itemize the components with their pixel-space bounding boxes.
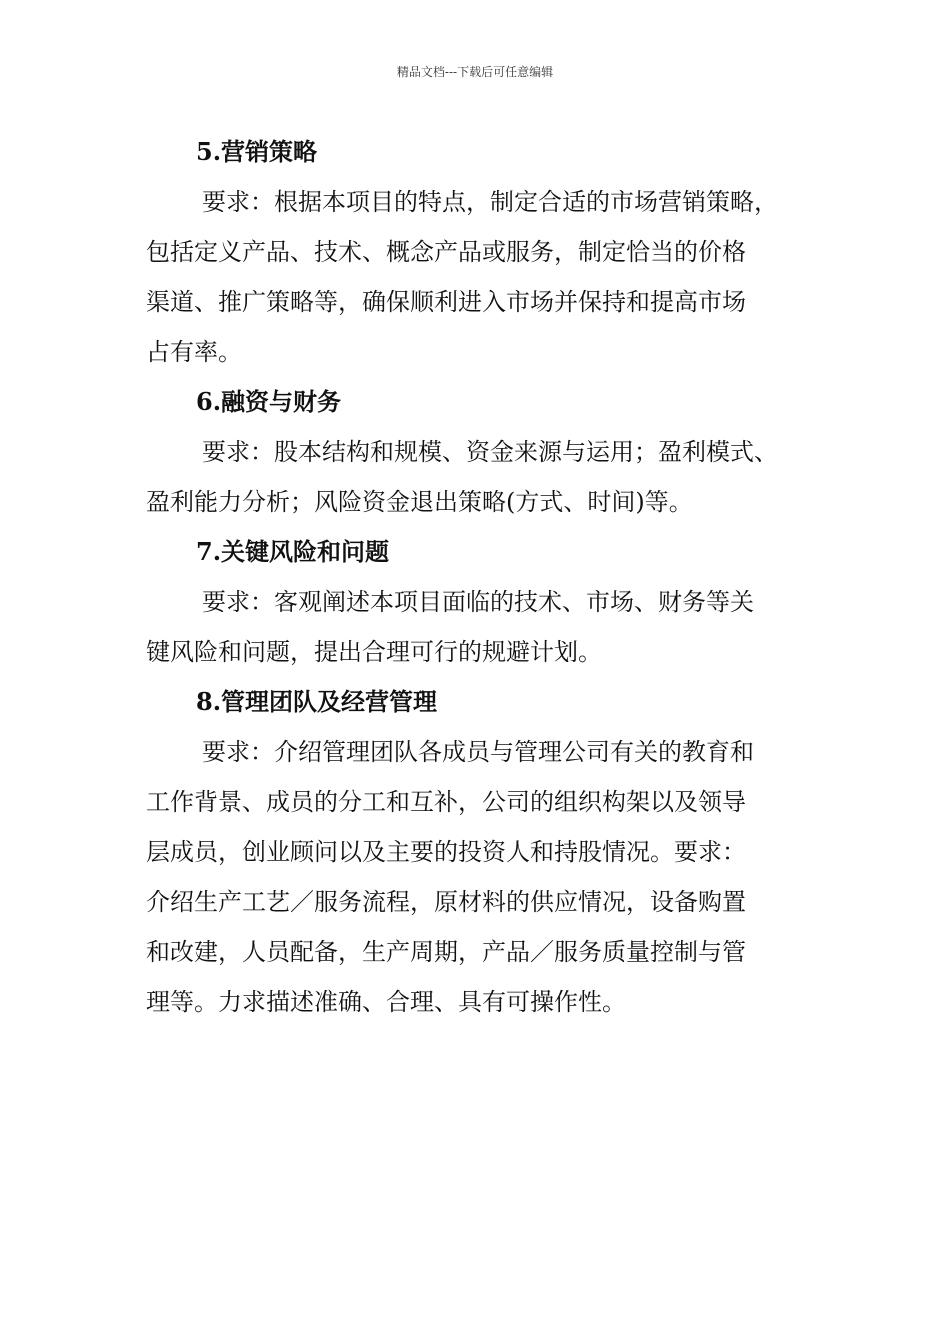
paragraph-line: 理等。力求描述准确、合理、具有可操作性。 — [146, 988, 626, 1016]
section-management-team — [146, 677, 811, 1027]
paragraph-line: 包括定义产品、技术、概念产品或服务，制定恰当的价格 — [146, 238, 746, 266]
section-marketing-strategy — [146, 127, 811, 377]
paragraph-line: 盈利能力分析；风险资金退出策略(方式、时间)等。 — [146, 488, 693, 516]
section-heading: 8.管理团队及经营管理 — [196, 687, 438, 716]
section-key-risks — [146, 527, 811, 677]
page-header: 精品文档---下载后可任意编辑 — [396, 65, 554, 79]
section-financing-finance — [146, 377, 811, 527]
section-heading: 6.融资与财务 — [196, 387, 342, 416]
paragraph-line: 介绍生产工艺／服务流程，原材料的供应情况，设备购置 — [146, 888, 746, 916]
paragraph-line: 要求：股本结构和规模、资金来源与运用；盈利模式、 — [202, 438, 778, 466]
section-heading: 7.关键风险和问题 — [196, 537, 390, 566]
section-paragraph — [146, 177, 811, 377]
section-heading: 5.营销策略 — [196, 137, 318, 166]
paragraph-line: 渠道、推广策略等，确保顺利进入市场并保持和提高市场 — [146, 288, 746, 316]
section-paragraph — [146, 577, 811, 677]
paragraph-line: 要求：介绍管理团队各成员与管理公司有关的教育和 — [202, 738, 754, 766]
paragraph-line: 工作背景、成员的分工和互补，公司的组织构架以及领导 — [146, 788, 746, 816]
paragraph-line: 要求：客观阐述本项目面临的技术、市场、财务等关 — [202, 588, 754, 616]
paragraph-line: 要求：根据本项目的特点，制定合适的市场营销策略， — [202, 188, 778, 216]
paragraph-line: 键风险和问题，提出合理可行的规避计划。 — [146, 638, 602, 666]
paragraph-line: 占有率。 — [146, 338, 242, 366]
paragraph-line: 层成员，创业顾问以及主要的投资人和持股情况。要求： — [146, 838, 746, 866]
document-body — [146, 127, 811, 1027]
section-paragraph — [146, 427, 811, 527]
paragraph-line: 和改建，人员配备，生产周期，产品／服务质量控制与管 — [146, 938, 746, 966]
section-paragraph — [146, 727, 811, 1027]
